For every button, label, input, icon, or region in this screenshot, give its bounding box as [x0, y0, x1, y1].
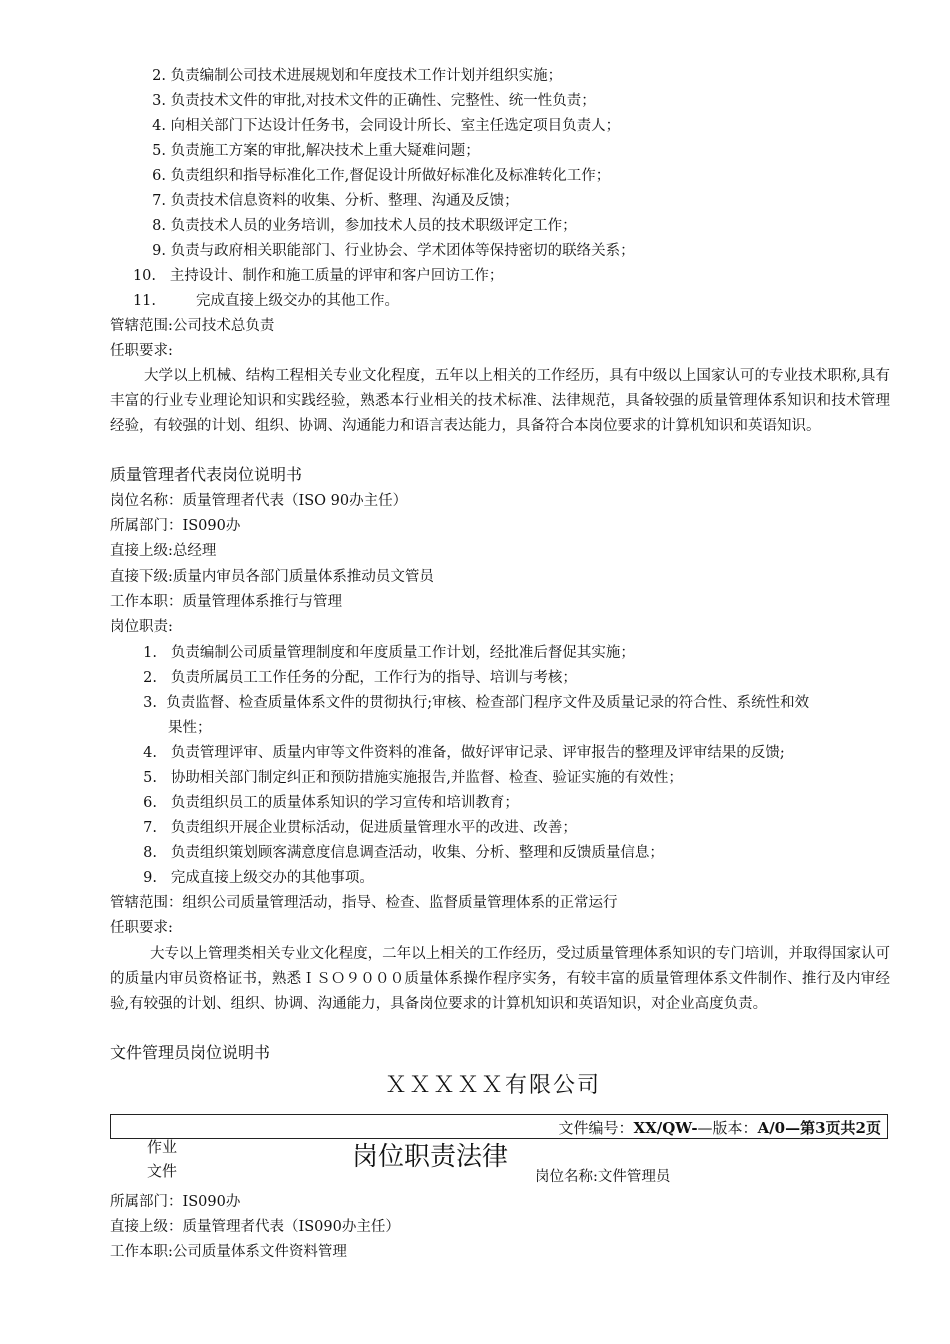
- requirements-text: 大专以上管理类相关专业文化程度，二年以上相关的工作经历，受过质量管理体系知识的专门培训，并取得国家认可的质量内审员资格证书，熟悉ＩＳＯ９０００质量体系操作程序实务，有较丰富的质量管理体系文件制作、推行及内审经验,有较强的计划、组织、协调、沟通能力，具备岗位要求的计算机知识和英语知识，对企业高度负责。: [110, 946, 890, 1012]
- list-number: 5.: [152, 143, 166, 159]
- list-number: 1.: [143, 645, 157, 661]
- list-item: [140, 166, 610, 186]
- list-text: 负责技术人员的业务培训，参加技术人员的技术职级评定工作；: [170, 218, 577, 234]
- department: 所属部门：IS090办: [110, 518, 241, 534]
- list-text: 负责施工方案的审批,解决技术上重大疑难问题；: [170, 143, 480, 159]
- side-label: 文件: [147, 1162, 178, 1180]
- direct-superior: 直接上级：质量管理者代表（IS090办主任）: [110, 1219, 400, 1235]
- doc-version-label: —版本：: [697, 1119, 758, 1137]
- list-number: 11.: [132, 293, 156, 309]
- scope-text: 管辖范围：组织公司质量管理活动，指导、检查、监督质量管理体系的正常运行: [110, 895, 618, 911]
- list-number: 7.: [152, 193, 166, 209]
- position-name: 岗位名称:文件管理员: [535, 1169, 671, 1185]
- list-text: 向相关部门下达设计任务书，会同设计所长、室主任选定项目负责人；: [170, 118, 621, 134]
- department: 所属部门：IS090办: [110, 1194, 241, 1210]
- list-text: 负责与政府相关职能部门、行业协会、学术团体等保持密切的联络关系；: [170, 243, 635, 259]
- list-number: 9.: [152, 243, 166, 259]
- list-item-continuation: 果性；: [168, 720, 212, 736]
- position-name: 岗位名称：质量管理者代表（ISO 90办主任）: [110, 493, 408, 509]
- list-item: [130, 291, 399, 311]
- requirements-paragraph: [110, 364, 890, 439]
- list-number: 3.: [143, 695, 157, 711]
- list-number: 4.: [152, 118, 166, 134]
- list-number: 9.: [143, 870, 157, 886]
- company-name: ＸＸＸＸＸ有限公司: [385, 1073, 602, 1098]
- list-item: [135, 668, 577, 688]
- list-item: [135, 868, 374, 888]
- doc-page: 第3页共2页: [800, 1119, 881, 1137]
- list-text: 负责监督、检查质量体系文件的贯彻执行;审核、检查部门程序文件及质量记录的符合性、系统性和效: [166, 695, 810, 711]
- document-title: 岗位职责法律: [352, 1142, 509, 1172]
- list-text: 负责技术信息资料的收集、分析、整理、沟通及反馈；: [170, 193, 519, 209]
- list-text: 负责组织策划顾客满意度信息调查活动，收集、分析、整理和反馈质量信息；: [170, 845, 664, 861]
- list-text: 负责编制公司技术进展规划和年度技术工作计划并组织实施；: [170, 68, 563, 84]
- section-title: 质量管理者代表岗位说明书: [110, 465, 303, 484]
- list-text: 负责组织和指导标准化工作,督促设计所做好标准化及标准转化工作；: [170, 168, 611, 184]
- doc-no-label: 文件编号：: [558, 1119, 634, 1137]
- list-text: 负责组织开展企业贯标活动，促进质量管理水平的改进、改善；: [170, 820, 577, 836]
- list-number: 2.: [152, 68, 166, 84]
- list-number: 4.: [143, 745, 157, 761]
- list-item: [135, 643, 635, 663]
- list-text: 完成直接上级交办的其他事项。: [170, 870, 374, 886]
- list-text: 完成直接上级交办的其他工作。: [196, 293, 399, 309]
- list-number: 10.: [132, 268, 156, 284]
- doc-version: A/0—: [757, 1119, 801, 1137]
- list-item: [140, 116, 620, 136]
- list-number: 7.: [143, 820, 157, 836]
- list-text: 负责组织员工的质量体系知识的学习宣传和培训教育；: [170, 795, 519, 811]
- list-number: 5.: [143, 770, 157, 786]
- list-item: [140, 141, 480, 161]
- direct-superior: 直接上级:总经理: [110, 543, 217, 559]
- list-text: 负责管理评审、质量内审等文件资料的准备，做好评审记录、评审报告的整理及评审结果的反馈;: [170, 745, 785, 761]
- direct-subordinate: 直接下级:质量内审员各部门质量体系推动员文管员: [110, 569, 434, 585]
- list-item: [140, 241, 635, 261]
- list-item: [140, 91, 596, 111]
- side-label: 作业: [147, 1138, 178, 1156]
- requirements-text: 大学以上机械、结构工程相关专业文化程度，五年以上相关的工作经历，具有中级以上国家认可的专业技术职称,具有丰富的行业专业理论知识和实践经验，熟悉本行业相关的技术标准、法律规范，具备较强的质量管理体系知识和技术管理经验，有较强的计划、组织、协调、沟通能力和语言表达能力，具备符合本岗位要求的计算机知识和英语知识。: [110, 368, 890, 434]
- list-number: 3.: [152, 93, 166, 109]
- list-item: [135, 768, 683, 788]
- list-number: 8.: [143, 845, 157, 861]
- list-number: 6.: [152, 168, 166, 184]
- list-text: 负责编制公司质量管理制度和年度质量工作计划，经批准后督促其实施；: [170, 645, 635, 661]
- doc-no-code: XX/QW-: [633, 1119, 698, 1137]
- list-text: 协助相关部门制定纠正和预防措施实施报告,并监督、检查、验证实施的有效性；: [170, 770, 683, 786]
- section-title: 文件管理员岗位说明书: [110, 1043, 271, 1062]
- list-item: [135, 818, 577, 838]
- list-number: 6.: [143, 795, 157, 811]
- list-item: [140, 191, 519, 211]
- list-item: [130, 266, 503, 286]
- job-duty: 工作本职：质量管理体系推行与管理: [110, 594, 342, 610]
- list-text: 负责技术文件的审批,对技术文件的正确性、完整性、统一性负责；: [170, 93, 596, 109]
- requirements-paragraph: [110, 942, 890, 1017]
- list-item: [140, 66, 562, 86]
- duties-label: 岗位职责:: [110, 619, 173, 635]
- scope-text: 管辖范围:公司技术总负责: [110, 318, 275, 334]
- requirements-label: 任职要求:: [110, 343, 173, 359]
- requirements-label: 任职要求:: [110, 920, 173, 936]
- list-item: [140, 216, 577, 236]
- job-duty: 工作本职:公司质量体系文件资料管理: [110, 1244, 347, 1260]
- list-item: [135, 793, 519, 813]
- list-text: 负责所属员工工作任务的分配，工作行为的指导、培训与考核；: [170, 670, 577, 686]
- list-text: 主持设计、制作和施工质量的评审和客户回访工作；: [169, 268, 504, 284]
- list-number: 8.: [152, 218, 166, 234]
- document-number: [558, 1117, 881, 1138]
- list-item: [135, 693, 809, 713]
- list-number: 2.: [143, 670, 157, 686]
- list-item: [135, 843, 664, 863]
- list-item: [135, 743, 785, 763]
